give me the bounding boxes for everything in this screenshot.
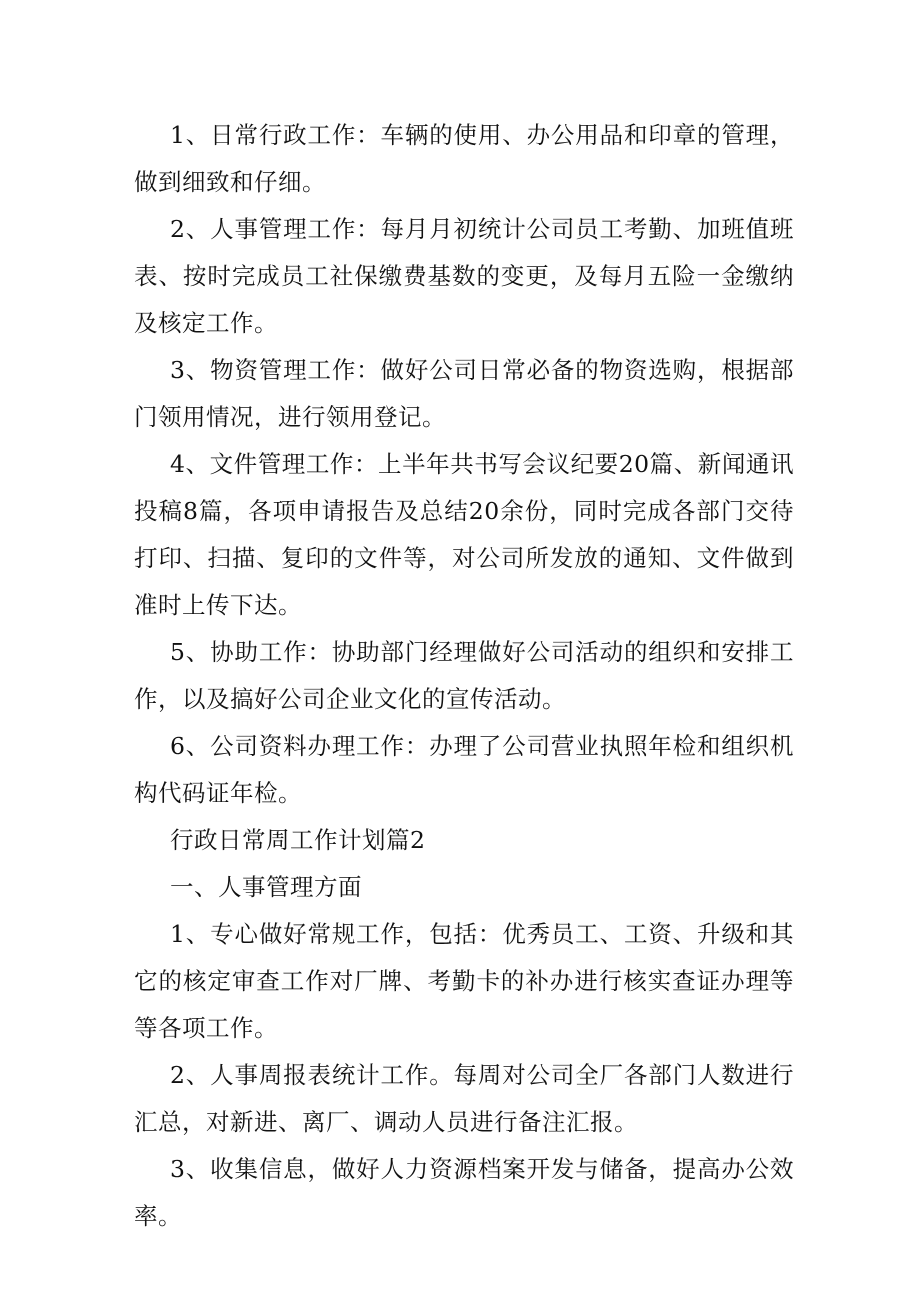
paragraph-6: 6、公司资料办理工作：办理了公司营业执照年检和组织机构代码证年检。 <box>134 732 794 807</box>
paragraph-8: 2、人事周报表统计工作。每周对公司全厂各部门人数进行汇总，对新进、离厂、调动人员进行备注汇报。 <box>134 1061 794 1136</box>
paragraph-9: 3、收集信息，做好人力资源档案开发与储备，提高办公效率。 <box>134 1155 794 1230</box>
paragraph-7: 1、专心做好常规工作，包括：优秀员工、工资、升级和其它的核定审查工作对厂牌、考勤卡的补办进行核实查证办理等等各项工作。 <box>134 920 794 1042</box>
paragraph-1: 1、日常行政工作：车辆的使用、办公用品和印章的管理，做到细致和仔细。 <box>134 121 794 196</box>
paragraph-4: 4、文件管理工作：上半年共书写会议纪要20篇、新闻通讯投稿8篇，各项申请报告及总结20余份，同时完成各部门交待打印、扫描、复印的文件等，对公司所发放的通知、文件做到准时上传下达。 <box>134 450 794 619</box>
subsection-title: 一、人事管理方面 <box>170 873 362 901</box>
paragraph-3: 3、物资管理工作：做好公司日常必备的物资选购，根据部门领用情况，进行领用登记。 <box>134 356 794 431</box>
section-title: 行政日常周工作计划篇2 <box>170 826 426 854</box>
paragraph-5: 5、协助工作：协助部门经理做好公司活动的组织和安排工作，以及搞好公司企业文化的宣传活动。 <box>134 638 794 713</box>
document-body <box>134 112 794 1240</box>
paragraph-2: 2、人事管理工作：每月月初统计公司员工考勤、加班值班表、按时完成员工社保缴费基数的变更，及每月五险一金缴纳及核定工作。 <box>134 215 794 337</box>
